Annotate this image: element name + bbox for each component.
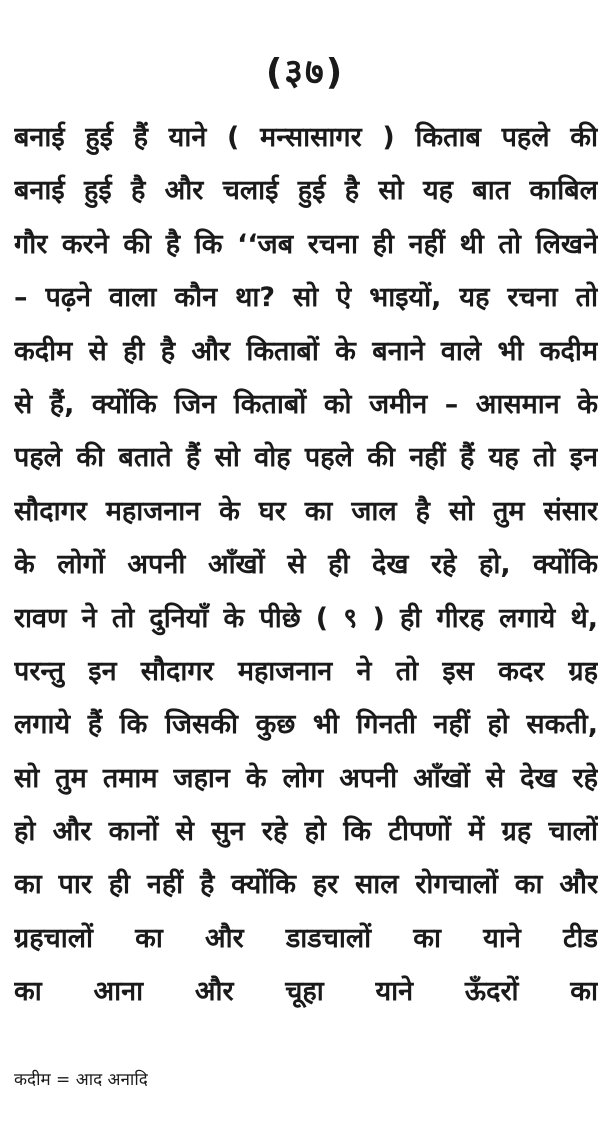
text-line-4: – पढ़ने वाला कौन था? सो ऐ भाइयों, यह रचना तो (14, 282, 598, 314)
text-line-17: का आना और चूहा याने ऊँदरों का (14, 976, 598, 1008)
text-line-10: रावण ने तो दुनियाँ के पीछे ( ९ ) ही गीरह लगाये थे, (14, 602, 598, 634)
text-line-1: बनाई हुई हैं याने ( मन्सासागर ) किताब पहले की (14, 122, 598, 153)
text-line-9: के लोगों अपनी आँखों से ही देख रहे हो, क्योंकि (14, 549, 598, 581)
text-line-11: परन्तु इन सौदागर महाजनान ने तो इस कदर ग्रह (14, 655, 598, 687)
text-line-8: सौदागर महाजनान के घर का जाल है सो तुम संसार (14, 495, 598, 527)
text-line-15: का पार ही नहीं है क्योंकि हर साल रोगचालों का और (14, 869, 598, 901)
text-line-16: ग्रहचालों का और डाडचालों का याने टीड (14, 922, 598, 954)
footnote: कदीम = आद अनादि (14, 1070, 148, 1090)
text-line-6: से हैं, क्योंकि जिन किताबों को जमीन – आसमान के (14, 388, 598, 420)
text-line-5: कदीम से ही है और किताबों के बनाने वाले भी कदीम (14, 335, 598, 367)
page-number: (३७) (265, 52, 345, 93)
text-line-12: लगाये हैं कि जिसकी कुछ भी गिनती नहीं हो सकती, (14, 709, 598, 741)
text-line-14: हो और कानों से सुन रहे हो कि टीपणों में ग्रह चालों (14, 816, 598, 848)
text-line-2: बनाई हुई है और चलाई हुई है सो यह बात काबिल (14, 175, 598, 207)
text-line-3: गौर करने की है कि ‘‘जब रचना ही नहीं थी तो लिखने (14, 228, 598, 260)
text-line-13: सो तुम तमाम जहान के लोग अपनी आँखों से देख रहे (14, 762, 598, 794)
text-line-7: पहले की बताते हैं सो वोह पहले की नहीं हैं यह तो इन (14, 442, 598, 474)
body-text (14, 111, 598, 1019)
